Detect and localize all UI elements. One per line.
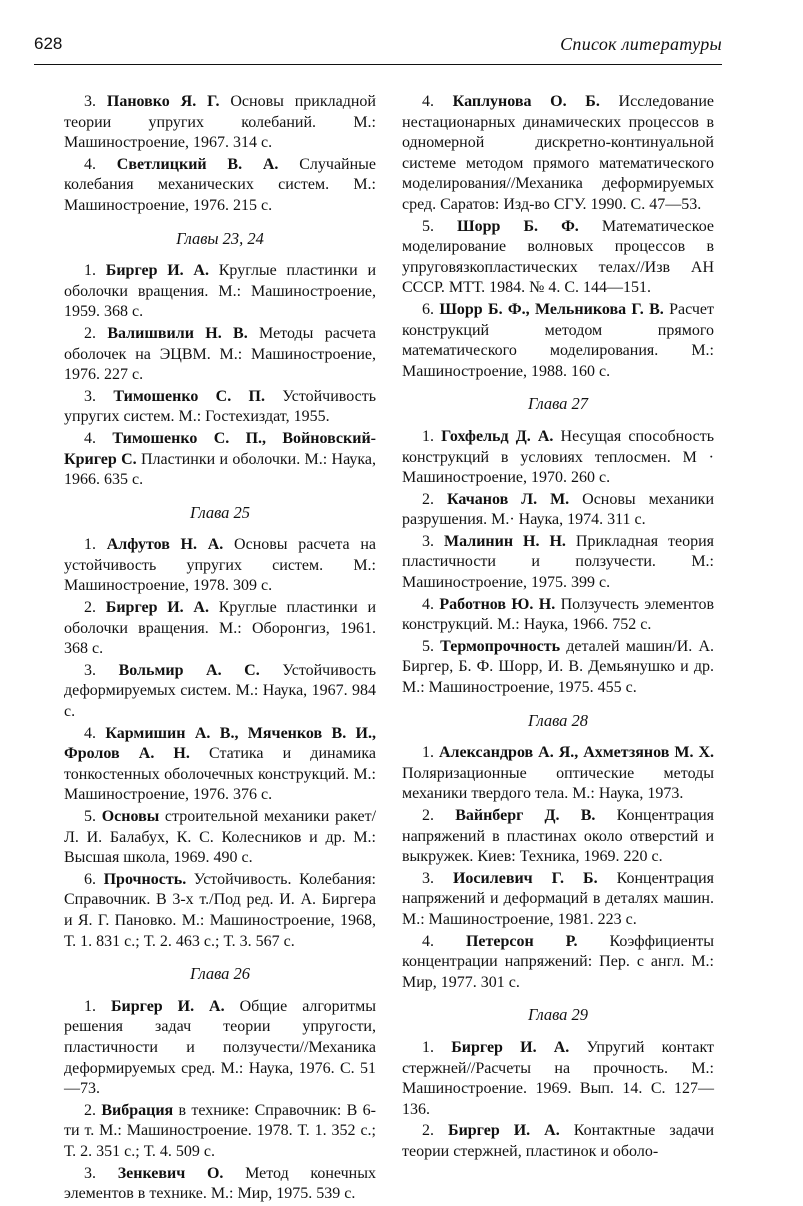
entry-text: Концентрация напряжений и деформаций в деталях машин. М.: Машиностроение, 1981. 223 с.: [402, 869, 714, 928]
bibliography-entry: [402, 869, 714, 931]
section-title: Глава 28: [527, 710, 589, 730]
entry-author: Прочность.: [103, 870, 187, 888]
entry-text: Устойчивость. Колебания: Справочник. В 3-х т./Под ред. И. А. Биргера и Я. Г. Пановко. М.: Машиностроение, 1968, Т. 1. 831 с.; Т. 2. 463 с.; Т. 3. 567 с.: [64, 870, 376, 950]
entry-text: Ползучесть элементов конструкций. М.: Наука, 1966. 752 с.: [402, 595, 715, 634]
bibliography-entry: [64, 1164, 376, 1205]
bibliography-entry: [64, 724, 376, 806]
entry-text: Поляризационные оптические методы механики твердого тела. М.: Наука, 1973.: [402, 764, 714, 803]
entry-author: Тимошенко С. П.: [113, 387, 265, 405]
section-title: Глава 26: [189, 964, 251, 984]
entry-text: Основы прикладной теории упругих колебаний. М.: Машиностроение, 1967. 314 с.: [64, 93, 376, 152]
entry-number: 4.: [422, 93, 434, 110]
entry-number: 5.: [84, 808, 96, 825]
entry-author: Вибрация: [101, 1101, 174, 1119]
bibliography-entry: [64, 261, 376, 323]
bibliography-entry: [402, 300, 714, 382]
section-title: Глава 25: [189, 502, 251, 522]
entry-group: [402, 743, 714, 993]
entry-text: Несущая способность конструкций в условиях теплосмен. М · Машиностроение, 1970. 260 с.: [402, 427, 715, 487]
entry-number: 2.: [84, 1101, 96, 1119]
section-title: Глава 29: [527, 1005, 589, 1025]
entry-number: 4.: [84, 155, 96, 173]
entry-author: Алфутов Н. А.: [106, 536, 224, 554]
bibliography-entry: [64, 324, 376, 386]
entry-group: [402, 92, 714, 382]
entry-number: 4.: [84, 429, 96, 447]
entry-number: 2.: [422, 490, 434, 508]
bibliography-entry: [64, 807, 376, 869]
entry-author: Биргер И. А.: [105, 262, 209, 280]
bibliography-entry: [64, 997, 376, 1100]
bibliography-entry: [402, 1121, 714, 1162]
section-title: Главы 23, 24: [176, 228, 264, 248]
entry-number: 5.: [422, 217, 434, 235]
entry-number: 1.: [84, 997, 96, 1015]
entry-text: Устойчивость упругих систем. М.: Гостехиздат, 1955.: [64, 387, 377, 426]
bibliography-entry: [402, 932, 714, 994]
entry-author: Гохфельд Д. А.: [441, 427, 554, 445]
entry-text: Метод конечных элементов в технике. М.: Мир, 1975. 539 с.: [64, 1164, 376, 1203]
entry-group: [64, 92, 376, 217]
entry-number: 1.: [84, 536, 96, 554]
entry-text: Круглые пластинки и оболочки вращения. М.: Машиностроение, 1959. 368 с.: [64, 262, 377, 321]
entry-text: Устойчивость деформируемых систем. М.: Наука, 1967. 984 с.: [64, 661, 377, 721]
entry-author: Петерсон Р.: [465, 932, 578, 950]
entry-text: в технике: Справочник: В 6-ти т. М.: Машиностроение. 1978. Т. 1. 352 с.; Т. 2. 351 с.; Т. 4. 509 с.: [64, 1101, 376, 1160]
entry-text: Пластинки и оболочки. М.: Наука, 1966. 635 с.: [64, 450, 376, 489]
entry-number: 1.: [422, 1038, 434, 1056]
entry-text: строительной механики ракет/Л. И. Балабух, К. С. Колесников и др. М.: Высшая школа, 1969. 490 с.: [64, 808, 377, 867]
entry-text: Случайные колебания механических систем. М.: Машиностроение, 1976. 215 с.: [64, 155, 377, 214]
entry-text: Статика и динамика тонкостенных оболочечных конструкций. М.: Машиностроение, 1976. 376 с.: [64, 745, 376, 804]
entry-author: Биргер И. А.: [451, 1038, 570, 1056]
entry-number: 2.: [84, 599, 96, 617]
page-header: [34, 32, 722, 65]
entry-number: 4.: [422, 932, 434, 950]
entry-text: деталей машин/И. А. Биргер, Б. Ф. Шорр, И. В. Демьянушко и др. М.: Машиностроение, 1975. 455 с.: [402, 637, 714, 697]
entry-author: Валишвили Н. В.: [107, 324, 248, 342]
entry-text: Общие алгоритмы решения задач теории упругости, пластичности и ползучести//Механика деформируемых сред. М.: Наука, 1976. С. 51—73.: [64, 997, 377, 1098]
entry-number: 3.: [422, 532, 434, 550]
bibliography-entry: [402, 806, 714, 868]
bibliography-entry: [64, 1101, 376, 1163]
entry-author: Биргер И. А.: [105, 599, 209, 617]
bibliography-entry: [402, 427, 714, 489]
entry-text: Коэффициенты концентрации напряжений: Пер. с англ. М.: Мир, 1977. 301 с.: [402, 932, 715, 991]
bibliography-entry: [402, 595, 714, 636]
entry-text: Расчет конструкций методом прямого математического моделирования. М.: Машиностроение, 1988. 160 с.: [402, 300, 715, 380]
entry-number: 6.: [422, 300, 434, 318]
entry-group: [64, 997, 376, 1205]
entry-author: Вайнберг Д. В.: [455, 807, 596, 824]
bibliography-entry: [64, 661, 376, 723]
entry-text: Основы механики разрушения. М.· Наука, 1974. 311 с.: [402, 490, 714, 529]
entry-author: Биргер И. А.: [447, 1122, 560, 1140]
entry-author: Кармишин А. В., Мяченков В. И., Фролов А. Н.: [64, 724, 377, 763]
entry-number: 1.: [422, 427, 434, 445]
entry-author: Биргер И. А.: [110, 997, 225, 1015]
left-column: [64, 92, 376, 1206]
entry-author: Качанов Л. М.: [446, 490, 570, 508]
bibliography-entry: [64, 535, 376, 597]
bibliography-entry: [402, 532, 714, 594]
entry-text: Упругий контакт стержней//Расчеты на прочность. М.: Машиностроение. 1969. Вып. 14. С. 127—136.: [402, 1038, 715, 1118]
bibliography-entry: [402, 743, 714, 805]
bibliography-entry: [64, 598, 376, 660]
entry-author: Малинин Н. Н.: [443, 532, 566, 550]
entry-text: Математическое моделирование волновых процессов в упруговязкопластических телах//Изв АН СССР. МТТ. 1984. № 4. С. 144—151.: [402, 217, 715, 297]
entry-group: [402, 427, 714, 699]
entry-number: 2.: [84, 324, 96, 342]
entry-text: Круглые пластинки и оболочки вращения. М.: Оборонгиз, 1961. 368 с.: [64, 599, 377, 658]
entry-text: Прикладная теория пластичности и ползучести. М.: Машиностроение, 1975. 399 с.: [402, 532, 715, 592]
section-title: Глава 27: [527, 394, 589, 414]
entry-group: [402, 1038, 714, 1163]
entry-text: Методы расчета оболочек на ЭЦВМ. М.: Машиностроение, 1976. 227 с.: [64, 324, 377, 384]
bibliography-entry: [402, 637, 714, 699]
entry-author: Александров А. Я., Ахметзянов М. Х.: [438, 744, 715, 762]
entry-author: Шорр Б. Ф.: [457, 217, 579, 235]
bibliography-entry: [402, 217, 714, 299]
entry-number: 2.: [422, 807, 434, 824]
entry-number: 1.: [84, 262, 96, 280]
entry-group: [64, 535, 376, 952]
bibliography-entry: [402, 490, 714, 531]
entry-author: Каплунова О. Б.: [452, 93, 600, 110]
entry-author: Работнов Ю. Н.: [439, 595, 556, 613]
entry-text: Исследование нестационарных динамических процессов в одномерной дискретно-континуальной системе методом прямого математического моделирования//Механика деформируемых сред. Саратов: Изд-во СГУ. 1990. С. 47—53.: [402, 93, 714, 213]
entry-author: Зенкевич О.: [117, 1164, 224, 1182]
bibliography-entry: [402, 1038, 714, 1120]
entry-number: 3.: [84, 93, 96, 110]
bibliography-entry: [64, 870, 376, 952]
entry-number: 3.: [84, 1164, 96, 1182]
entry-number: 4.: [422, 595, 434, 613]
entry-number: 3.: [84, 387, 96, 405]
bibliography-entry: [64, 387, 376, 428]
entry-author: Светлицкий В. А.: [116, 155, 279, 173]
entry-author: Основы: [101, 808, 160, 825]
entry-text: Контактные задачи теории стержней, пластинок и оболо-: [402, 1122, 714, 1160]
entry-number: 3.: [84, 661, 96, 679]
bibliography-entry: [402, 92, 714, 216]
entry-number: 1.: [422, 744, 434, 762]
entry-number: 6.: [84, 870, 96, 888]
entry-number: 5.: [422, 637, 434, 655]
bibliography-entry: [64, 155, 376, 217]
bibliography-entry: [64, 92, 376, 154]
entry-text: Концентрация напряжений в пластинах около отверстий и выкружек. Киев: Техника, 1969. 220 с.: [402, 807, 715, 866]
entry-author: Вольмир А. С.: [118, 661, 260, 679]
entry-author: Пановко Я. Г.: [106, 93, 220, 110]
entry-author: Термопрочность: [440, 637, 561, 655]
entry-author: Тимошенко С. П., Войновский-Кригер С.: [64, 429, 376, 468]
page-number: 628: [34, 34, 63, 53]
entry-text: Основы расчета на устойчивость упругих систем. М.: Машиностроение, 1978. 309 с.: [64, 536, 377, 595]
entry-author: Шорр Б. Ф., Мельникова Г. В.: [439, 300, 664, 318]
entry-number: 4.: [84, 724, 96, 742]
entry-group: [64, 261, 376, 491]
entry-number: 3.: [422, 869, 434, 887]
entry-author: Иосилевич Г. Б.: [452, 869, 598, 887]
bibliography-entry: [64, 429, 376, 491]
right-column: [402, 92, 714, 1164]
running-title: Список литературы: [560, 34, 722, 54]
entry-number: 2.: [422, 1122, 434, 1140]
